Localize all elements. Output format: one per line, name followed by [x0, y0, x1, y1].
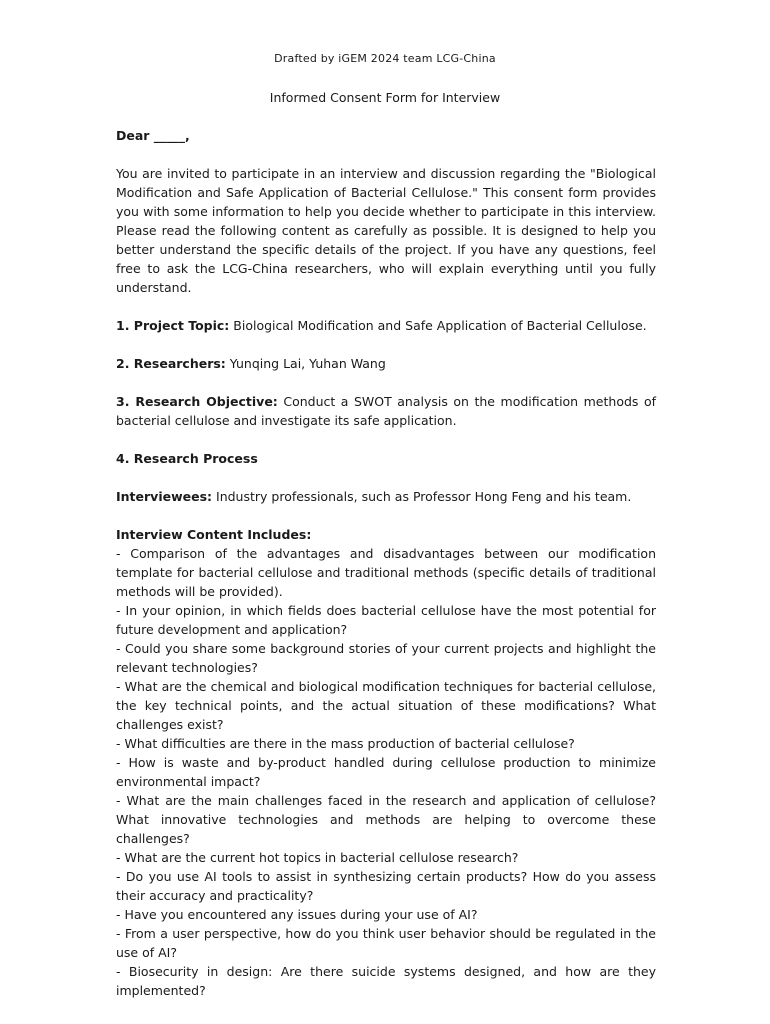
researchers-label: 2. Researchers: — [116, 356, 226, 371]
question-item: - Comparison of the advantages and disadvantages between our modification template for bacterial cellulose and traditional methods (specific details of traditional methods will be provided). — [116, 546, 656, 599]
question-item: - How is waste and by-product handled during cellulose production to minimize environmental impact? — [116, 755, 656, 789]
intro-paragraph: You are invited to participate in an interview and discussion regarding the "Biological Modification and Safe Application of Bacterial Cellulose." This consent form provides you with some information to help you decide whether to participate in this interview. Please read the following content as carefully as possible. It is designed to help you better understand the specific details of the project. If you have any questions, feel free to ask the LCG-China researchers, who will explain everything until you fully understand. — [116, 166, 656, 295]
question-item: - Do you use AI tools to assist in synthesizing certain products? How do you assess their accuracy and practicality? — [116, 869, 656, 903]
research-objective-text: Conduct a SWOT analysis on the modification methods of bacterial cellulose and investigate its safe application. — [116, 394, 656, 428]
researchers-text: Yunqing Lai, Yuhan Wang — [225, 356, 386, 371]
question-list — [116, 544, 656, 1000]
question-item: - What are the current hot topics in bacterial cellulose research? — [116, 850, 519, 865]
project-topic-label: 1. Project Topic: — [116, 318, 230, 333]
question-item: - What are the main challenges faced in the research and application of cellulose? What innovative technologies and methods are helping to overcome these challenges? — [116, 793, 656, 846]
interviewees-text: Industry professionals, such as Professor Hong Feng and his team. — [212, 489, 632, 504]
researchers — [116, 354, 656, 373]
research-objective — [116, 392, 656, 430]
interviewees — [116, 487, 656, 506]
research-objective-label: 3. Research Objective: — [116, 394, 278, 409]
document-body — [116, 126, 656, 1000]
question-item: - What are the chemical and biological modification techniques for bacterial cellulose, the key technical points, and the actual situation of these modifications? What challenges exist? — [116, 679, 656, 732]
research-process-heading: 4. Research Process — [116, 451, 258, 466]
question-item: - What difficulties are there in the mass production of bacterial cellulose? — [116, 736, 575, 751]
question-item: - Could you share some background stories of your current projects and highlight the relevant technologies? — [116, 641, 656, 675]
salutation: Dear _____, — [116, 128, 190, 143]
document-header: Drafted by iGEM 2024 team LCG-China — [274, 52, 496, 65]
document-title: Informed Consent Form for Interview — [269, 90, 501, 105]
project-topic — [116, 316, 656, 335]
project-topic-text: Biological Modification and Safe Application of Bacterial Cellulose. — [229, 318, 647, 333]
question-item: - From a user perspective, how do you think user behavior should be regulated in the use of AI? — [116, 926, 656, 960]
interview-content-heading: Interview Content Includes: — [116, 527, 312, 542]
question-item: - Biosecurity in design: Are there suicide systems designed, and how are they implemented? — [116, 964, 656, 998]
question-item: - In your opinion, in which fields does bacterial cellulose have the most potential for future development and application? — [116, 603, 656, 637]
question-item: - Have you encountered any issues during your use of AI? — [116, 907, 478, 922]
interviewees-label: Interviewees: — [116, 489, 213, 504]
